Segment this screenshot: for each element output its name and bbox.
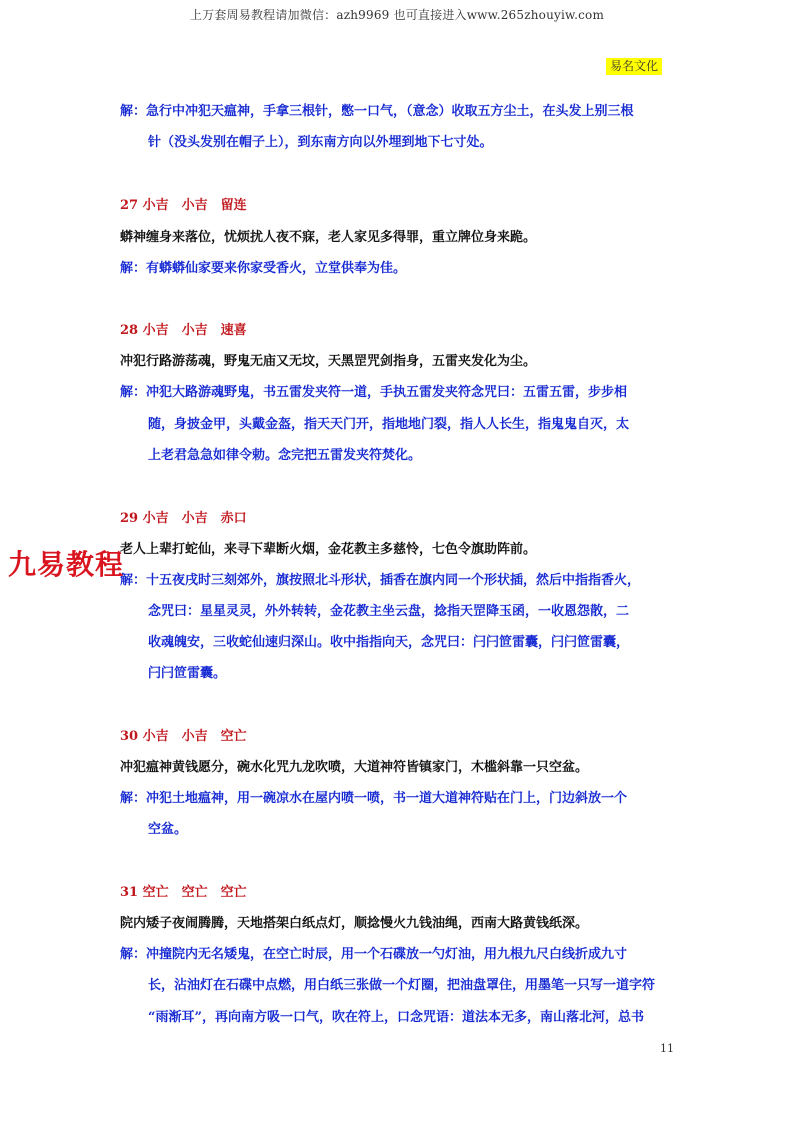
- explanation-line: 闩闩笸雷囊。: [148, 666, 227, 681]
- watermark: 九易教程: [8, 548, 125, 581]
- explanation-line: 收魂魄安，三收蛇仙速归深山。收中指指向天，念咒曰：闩闩笸雷囊，闩闩笸雷囊，: [148, 635, 630, 650]
- explanation-line: 随，身披金甲，头戴金盔，指天天门开，指地地门裂，指人人长生，指鬼鬼自灭，太: [148, 417, 630, 432]
- explanation-line: 解：冲犯土地瘟神，用一碗凉水在屋内喷一喷，书一道大道神符贴在门上，门边斜放一个: [120, 791, 628, 806]
- section-heading: 28 小吉 小吉 速喜: [120, 323, 247, 338]
- verse-line: 冲犯行路游荡魂，野鬼无庙又无坟，天黑罡咒剑指身，五雷夹发化为尘。: [120, 354, 537, 369]
- explanation-line: 针（没头发别在帽子上），到东南方向以外埋到地下七寸处。: [148, 135, 493, 150]
- explanation-line: 上老君急急如律令勅。念完把五雷发夹符焚化。: [148, 448, 422, 463]
- verse-line: 老人上辈打蛇仙，来寻下辈断火烟，金花教主多慈怜，七色令旗助阵前。: [120, 542, 537, 557]
- explanation-line: 空盆。: [148, 822, 188, 837]
- verse-line: 冲犯瘟神黄钱愿分，碗水化咒九龙吹喷，大道神符皆镇家门，木槛斜靠一只空盆。: [120, 760, 589, 775]
- explanation-line: 解：冲撞院内无名矮鬼，在空亡时辰，用一个石碟放一勺灯油，用九根九尺白线折成九寸: [120, 947, 628, 962]
- explanation-line: 解：有蟒蟒仙家要来你家受香火，立堂供奉为佳。: [120, 261, 407, 276]
- page-header: 上万套周易教程请加微信：azh9969 也可直接进入www.265zhouyiw.com: [189, 8, 605, 22]
- section-heading: 30 小吉 小吉 空亡: [120, 729, 247, 744]
- explanation-line: 长，沾油灯在石碟中点燃，用白纸三张做一个灯圈，把油盘罩住，用墨笔一只写一道字符: [148, 978, 656, 993]
- explanation-line: 解：十五夜戌时三刻郊外，旗按照北斗形状，插香在旗内同一个形状插，然后中指指香火，: [120, 573, 641, 588]
- explanation-line: 念咒曰：星星灵灵，外外转转，金花教主坐云盘，捻指天罡降玉函，一收恩怨散，二: [148, 604, 630, 619]
- explanation-line: 解：急行中冲犯天瘟神，手拿三根针，憋一口气，（意念）收取五方尘土，在头发上别三根: [120, 104, 634, 119]
- section-heading: 31 空亡 空亡 空亡: [120, 885, 247, 900]
- section-heading: 29 小吉 小吉 赤口: [120, 511, 247, 526]
- verse-line: 蟒神缠身来落位，忧烦扰人夜不寐，老人家见多得罪，重立牌位身来跪。: [120, 230, 537, 245]
- explanation-line: 解：冲犯大路游魂野鬼，书五雷发夹符一道，手执五雷发夹符念咒曰：五雷五雷，步步相: [120, 385, 628, 400]
- brand-tag: 易名文化: [606, 58, 662, 75]
- section-heading: 27 小吉 小吉 留连: [120, 198, 247, 213]
- page-number: 11: [660, 1042, 674, 1055]
- explanation-line: “雨渐耳”，再向南方吸一口气，吹在符上，口念咒语：道法本无多，南山落北河，总书: [148, 1010, 644, 1025]
- verse-line: 院内矮子夜闹腾腾，天地搭架白纸点灯，顺捻慢火九钱油绳，西南大路黄钱纸深。: [120, 916, 589, 931]
